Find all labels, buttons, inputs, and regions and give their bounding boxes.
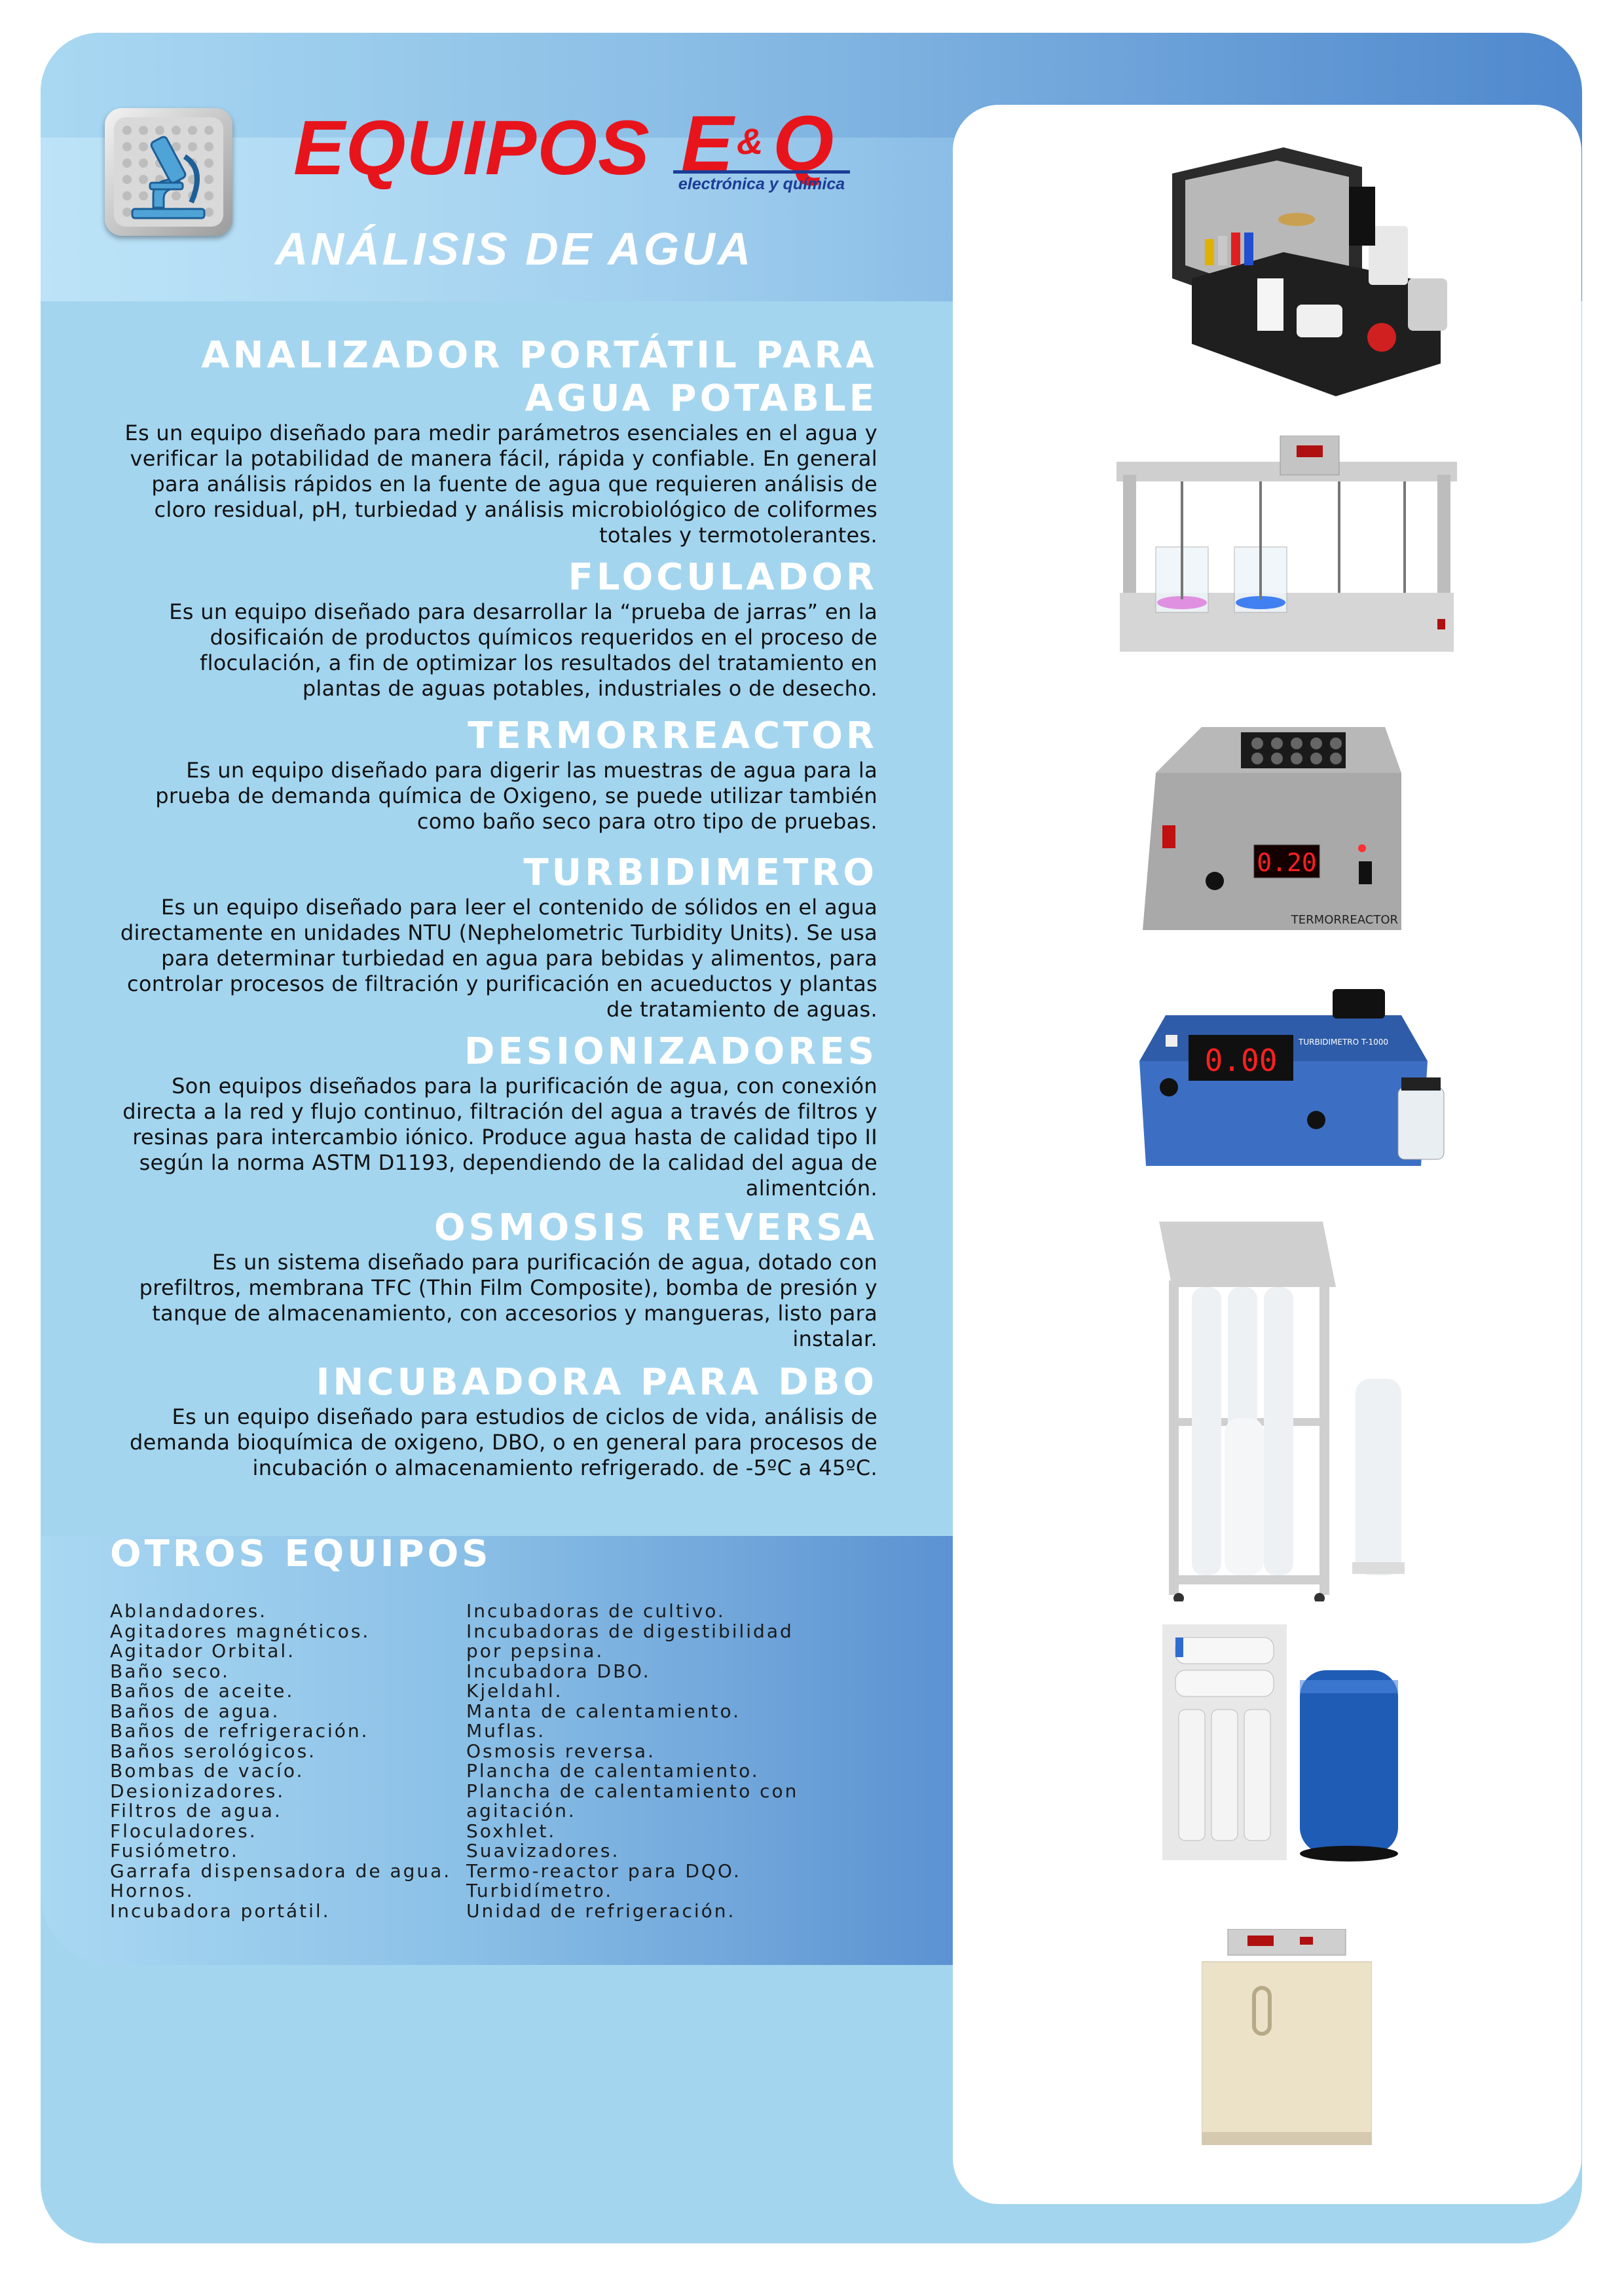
otros-list-item: Kjeldahl. bbox=[466, 1680, 563, 1702]
otros-list-item: Incubadoras de digestibilidad bbox=[466, 1620, 794, 1642]
otros-list-item: Osmosis reversa. bbox=[466, 1740, 655, 1762]
otros-list-item: Hornos. bbox=[110, 1880, 194, 1901]
termorreactor-label: TERMORREACTOR bbox=[1291, 913, 1398, 927]
photo-floculador bbox=[1116, 436, 1457, 662]
photo-desionizador bbox=[1159, 1222, 1421, 1601]
otros-list-item: Incubadora portátil. bbox=[110, 1899, 331, 1922]
otros-list-item: Filtros de agua. bbox=[110, 1800, 282, 1822]
eq-logo-letter-q: Q bbox=[773, 100, 834, 187]
otros-list-item: Incubadoras de cultivo. bbox=[466, 1600, 726, 1622]
otros-list-item: Plancha de calentamiento con bbox=[466, 1780, 799, 1802]
section-desionizadores bbox=[98, 1030, 877, 1201]
section-title: INCUBADORA PARA DBO bbox=[316, 1361, 877, 1404]
photo-analizador-portatil bbox=[1166, 147, 1454, 403]
section-title: FLOCULADOR bbox=[568, 556, 877, 599]
section-text: Es un equipo diseñado para digerir las muestras de agua para la prueba de demanda química de Oxigeno, se puede utilizar también como baño seco para otro tipo de pruebas. bbox=[155, 758, 877, 834]
otros-list-item: agitación. bbox=[466, 1800, 576, 1822]
otros-list-item: Suavizadores. bbox=[466, 1840, 620, 1861]
section-text: Es un equipo diseñado para medir parámetros esenciales en el agua y verificar la potabilidad de manera fácil, rápida y confiable. En general para análisis rápidos en la fuente de agua que requieren análisis de cloro residual, pH, turbiedad y análisis microbiológico de coliformes totales y termotolerantes. bbox=[124, 421, 877, 548]
otros-list-item: por pepsina. bbox=[466, 1640, 604, 1662]
otros-list-item: Plancha de calentamiento. bbox=[466, 1760, 760, 1782]
section-text: Es un equipo diseñado para desarrollar la “prueba de jarras” en la dosificaión de productos químicos requeridos en el proceso de floculación, a fin de optimizar los resultados del tratamiento en plantas de aguas potables, industriales o de desecho. bbox=[169, 599, 877, 701]
otros-list-item: Fusiómetro. bbox=[110, 1840, 239, 1861]
otros-list-item: Baño seco. bbox=[110, 1660, 230, 1682]
otros-list-item: Baños serológicos. bbox=[110, 1740, 317, 1762]
section-text: Es un equipo diseñado para leer el contenido de sólidos en el agua directamente en unidades NTU (Nephelometric Turbidity Units). Se usa para determinar turbiedad en agua para bebidas y alimentos, para controlar procesos de filtración y purificación en acueductos y plantas de tratamiento de aguas. bbox=[120, 895, 877, 1022]
otros-list-item: Muflas. bbox=[466, 1720, 546, 1742]
otros-list-item: Turbidímetro. bbox=[466, 1880, 614, 1901]
otros-list-item: Termo-reactor para DQO. bbox=[466, 1860, 741, 1882]
otros-list-item: Baños de refrigeración. bbox=[110, 1720, 369, 1742]
otros-list-item: Ablandadores. bbox=[110, 1600, 268, 1622]
microscope-icon bbox=[105, 108, 232, 236]
section-title: TERMORREACTOR bbox=[468, 715, 877, 757]
section-title: TURBIDIMETRO bbox=[523, 851, 877, 894]
section-title: ANALIZADOR PORTÁTIL PARA AGUA POTABLE bbox=[201, 334, 877, 420]
photo-incubadora-dbo bbox=[1202, 1929, 1372, 2145]
sections bbox=[98, 334, 877, 1481]
otros-list-item: Soxhlet. bbox=[466, 1820, 557, 1842]
section-analizador bbox=[98, 334, 877, 548]
section-osmosis bbox=[98, 1206, 877, 1352]
section-termorreactor bbox=[98, 715, 877, 834]
otros-list-item: Incubadora DBO. bbox=[466, 1660, 651, 1682]
turbidimetro-display: 0.00 bbox=[1204, 1043, 1278, 1078]
otros-list-item: Floculadores. bbox=[110, 1820, 257, 1842]
otros-list-col2 bbox=[466, 1601, 798, 1921]
otros-list-item: Unidad de refrigeración. bbox=[466, 1899, 736, 1922]
section-text: Es un sistema diseñado para purificación de agua, dotado con prefiltros, membrana TFC (Thin Film Composite), bomba de presión y tanque de almacenamiento, con accesorios y mangueras, listo para instalar. bbox=[139, 1250, 877, 1351]
otros-list-item: Baños de agua. bbox=[110, 1700, 280, 1722]
otros-list-item: Manta de calentamiento. bbox=[466, 1700, 741, 1722]
section-turbidimetro bbox=[98, 851, 877, 1022]
section-text: Es un equipo diseñado para estudios de ciclos de vida, análisis de demanda bioquímica de oxigeno, DBO, o en general para procesos de incubación o almacenamiento refrigerado. de -5ºC a 45ºC. bbox=[130, 1404, 877, 1480]
section-incubadora bbox=[98, 1361, 877, 1481]
otros-list-item: Baños de aceite. bbox=[110, 1680, 295, 1702]
otros-list-item: Desionizadores. bbox=[110, 1780, 286, 1802]
otros-list-col1 bbox=[110, 1601, 451, 1921]
brand-title: EQUIPOS bbox=[293, 105, 650, 191]
otros-title: OTROS EQUIPOS bbox=[110, 1533, 492, 1575]
otros-list-item: Bombas de vacío. bbox=[110, 1760, 304, 1782]
photo-termorreactor bbox=[1143, 720, 1405, 943]
section-title: DESIONIZADORES bbox=[464, 1030, 877, 1073]
photo-osmosis-reversa bbox=[1162, 1624, 1424, 1863]
logo-subtitle: electrónica y química bbox=[673, 170, 850, 194]
eq-logo-ampersand: & bbox=[737, 121, 764, 162]
page-subtitle: ANÁLISIS DE AGUA bbox=[275, 223, 754, 274]
eq-logo-letter-e: E bbox=[681, 100, 734, 187]
termorreactor-display: 0.20 bbox=[1257, 848, 1317, 877]
section-title: OSMOSIS REVERSA bbox=[434, 1206, 877, 1249]
section-floculador bbox=[98, 556, 877, 701]
photo-turbidimetro bbox=[1126, 989, 1447, 1172]
otros-list-item: Agitador Orbital. bbox=[110, 1640, 296, 1662]
section-text: Son equipos diseñados para la purificación de agua, con conexión directa a la red y flujo continuo, filtración del agua a través de filtros y resinas para intercambio iónico. Produce agua hasta de calidad tipo II según la norma ASTM D1193, dependiendo de la calidad del agua de alimentción. bbox=[122, 1074, 877, 1201]
otros-list-item: Garrafa dispensadora de agua. bbox=[110, 1860, 452, 1882]
otros-list-item: Agitadores magnéticos. bbox=[110, 1620, 371, 1642]
turbidimetro-label: TURBIDIMETRO T-1000 bbox=[1299, 1038, 1388, 1047]
